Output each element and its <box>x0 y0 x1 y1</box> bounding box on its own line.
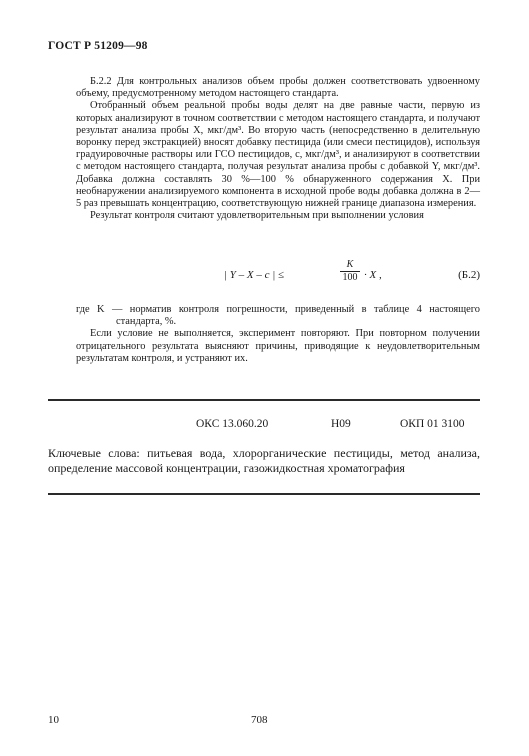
where-block <box>76 304 480 365</box>
formula-denominator: 100 <box>342 272 358 283</box>
bottom-divider <box>48 493 480 495</box>
body-text <box>76 76 480 222</box>
formula-fraction <box>340 259 360 284</box>
okp-code: ОКП 01 3100 <box>400 418 465 430</box>
keywords-text: Ключевые слова: питьевая вода, хлорорганические пестициды, метод анализа, определение массовой концентрации, газожидкостная хроматография <box>48 446 480 475</box>
paragraph-repeat: Если условие не выполняется, эксперимент повторяют. При повторном получении отрицательного результата выясняют причины, приводящие к неудовлетворительным результатам контроля, и устраняют их. <box>76 328 480 364</box>
paragraph-condition-intro: Результат контроля считают удовлетворительным при выполнении условия <box>90 210 424 222</box>
standard-header: ГОСТ Р 51209—98 <box>48 40 148 52</box>
where-definition: где K — норматив контроля погрешности, приведенный в таблице 4 настоящего стандарта, %. <box>76 304 480 328</box>
top-divider <box>48 399 480 401</box>
formula-b2 <box>76 259 480 299</box>
paragraph-b22: Б.2.2 Для контрольных анализов объем пробы должен соответствовать удвоенному объему, предусмотренному методом настоящего стандарта. <box>76 76 480 100</box>
page-number-center: 708 <box>251 714 268 726</box>
paragraph-sample-split: Отобранный объем реальной пробы воды делят на две равные части, первую из которых анализируют в точном соответствии с методом настоящего стандарта, и получают результат анализа пробы X, мкг/дм³. Во вторую часть (непосредственно в делительную воронку перед экстракцией) вносят добавку пестицида (или смеси пестицидов), используя градуировочные растворы или ГСО пестицидов, c, мкг/дм³, и анализируют в соответствии с методом настоящего стандарта, получая результат анализа пробы с добавкой Y, мкг/дм³. Добавка должна составлять 30 %—100 % обнаруженного содержания X. При необнаружении анализируемого компонента в исходной пробе воды добавка должна в 2—5 раз превышать концентрацию, соответствующую нижней границе диапазона измерения. <box>76 100 480 210</box>
keywords-block <box>48 446 480 476</box>
oks-code: ОКС 13.060.20 <box>196 418 269 430</box>
formula-lhs: | Y – X – c | ≤ <box>224 269 285 281</box>
group-code: Н09 <box>331 418 351 430</box>
formula-number: (Б.2) <box>458 269 480 281</box>
formula-numerator: K <box>340 259 360 272</box>
formula-rhs: · X , <box>364 269 382 281</box>
page-number-left: 10 <box>48 714 59 726</box>
